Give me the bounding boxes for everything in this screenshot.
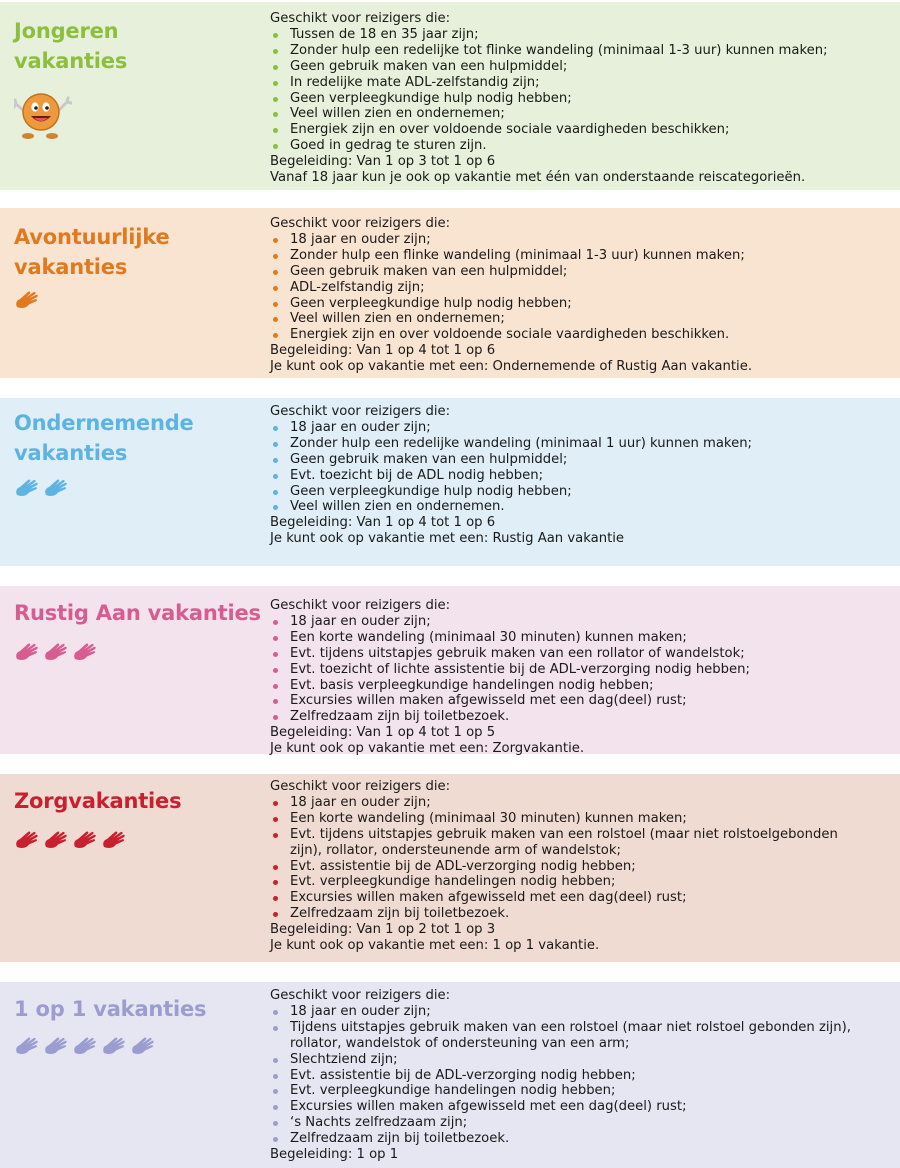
criteria-item: Geen verpleegkundige hulp nodig hebben;	[270, 296, 752, 312]
section-body	[270, 11, 828, 186]
criteria-item: Zonder hulp een flinke wandeling (minimaal 1-3 uur) kunnen maken;	[270, 248, 752, 264]
criteria-item: Evt. assistentie bij de ADL-verzorging nodig hebben;	[270, 859, 838, 875]
criteria-list	[270, 232, 752, 343]
criteria-list	[270, 614, 750, 725]
criteria-item: Evt. assistentie bij de ADL-verzorging nodig hebben;	[270, 1068, 851, 1084]
criteria-item: Energiek zijn en over voldoende sociale vaardigheden beschikken;	[270, 122, 828, 138]
criteria-item: Evt. toezicht of lichte assistentie bij de ADL-verzorging nodig hebben;	[270, 662, 750, 678]
footer-line: Je kunt ook op vakantie met een: Rustig Aan vakantie	[270, 531, 625, 547]
category-section	[0, 774, 900, 962]
category-section	[0, 982, 900, 1168]
section-title-line: vakanties	[14, 49, 128, 73]
footer-line: Begeleiding: Van 1 op 4 tot 1 op 5	[270, 725, 496, 741]
criteria-item: Goed in gedrag te sturen zijn.	[270, 138, 828, 154]
criteria-item: Energiek zijn en over voldoende sociale vaardigheden beschikken.	[270, 327, 752, 343]
section-title-line: vakanties	[14, 255, 128, 279]
intro-text: Geschikt voor reizigers die:	[270, 11, 451, 26]
hand-icon	[72, 828, 98, 850]
criteria-item: Geen verpleegkundige hulp nodig hebben;	[270, 484, 752, 500]
criteria-item: 18 jaar en ouder zijn;	[270, 614, 750, 630]
hand-icon	[14, 640, 40, 662]
criteria-item: Veel willen zien en ondernemen;	[270, 311, 752, 327]
footer-line: Vanaf 18 jaar kun je ook op vakantie met één van onderstaande reiscategorieën.	[270, 170, 806, 186]
smiley-icon	[14, 88, 72, 140]
criteria-item: 18 jaar en ouder zijn;	[270, 232, 752, 248]
hand-icon	[14, 476, 40, 498]
criteria-list	[270, 1004, 851, 1147]
criteria-item: ‘s Nachts zelfredzaam zijn;	[270, 1115, 851, 1131]
criteria-item: In redelijke mate ADL-zelfstandig zijn;	[270, 75, 828, 91]
hand-icon	[14, 1034, 40, 1056]
hand-icon	[101, 1034, 127, 1056]
section-title	[14, 598, 261, 628]
hand-icons	[14, 288, 40, 310]
criteria-item: Evt. verpleegkundige handelingen nodig hebben;	[270, 874, 838, 890]
hand-icon	[72, 1034, 98, 1056]
criteria-item: Zelfredzaam zijn bij toiletbezoek.	[270, 1131, 851, 1147]
intro-text: Geschikt voor reizigers die:	[270, 779, 451, 794]
intro-text: Geschikt voor reizigers die:	[270, 216, 451, 231]
criteria-item: 18 jaar en ouder zijn;	[270, 420, 752, 436]
intro-text: Geschikt voor reizigers die:	[270, 598, 451, 613]
category-section	[0, 586, 900, 757]
criteria-item: 18 jaar en ouder zijn;	[270, 1004, 851, 1020]
criteria-item: Excursies willen maken afgewisseld met een dag(deel) rust;	[270, 1099, 851, 1115]
criteria-item: Evt. tijdens uitstapjes gebruik maken van een rolstoel (maar niet rolstoelgebonden zijn), rollator, ondersteunende arm of wandelstok;	[270, 827, 838, 859]
criteria-list	[270, 795, 838, 922]
criteria-item: Tijdens uitstapjes gebruik maken van een rolstoel (maar niet rolstoel gebonden zijn), rollator, wandelstok of ondersteuning van een arm;	[270, 1020, 851, 1052]
section-title-line: Jongeren	[14, 19, 119, 43]
hand-icon	[43, 476, 69, 498]
criteria-item: Geen verpleegkundige hulp nodig hebben;	[270, 91, 828, 107]
criteria-item: Zonder hulp een redelijke tot flinke wandeling (minimaal 1-3 uur) kunnen maken;	[270, 43, 828, 59]
criteria-item: Een korte wandeling (minimaal 30 minuten) kunnen maken;	[270, 630, 750, 646]
criteria-item: ADL-zelfstandig zijn;	[270, 280, 752, 296]
hand-icon	[43, 828, 69, 850]
footer-line: Begeleiding: Van 1 op 2 tot 1 op 3	[270, 922, 496, 938]
criteria-item: Evt. basis verpleegkundige handelingen nodig hebben;	[270, 678, 750, 694]
hand-icons	[14, 828, 127, 850]
footer-line: Begeleiding: Van 1 op 3 tot 1 op 6	[270, 154, 496, 170]
criteria-item: Veel willen zien en ondernemen.	[270, 499, 752, 515]
section-title-line: Avontuurlijke	[14, 225, 170, 249]
footer-line: Begeleiding: Van 1 op 4 tot 1 op 6	[270, 515, 496, 531]
section-title-line: vakanties	[14, 441, 128, 465]
intro-text: Geschikt voor reizigers die:	[270, 988, 451, 1003]
section-body	[270, 404, 752, 547]
category-section	[0, 2, 900, 190]
criteria-item: Excursies willen maken afgewisseld met een dag(deel) rust;	[270, 693, 750, 709]
section-title	[14, 222, 170, 282]
criteria-item: Veel willen zien en ondernemen;	[270, 106, 828, 122]
criteria-list	[270, 27, 828, 154]
criteria-item: Evt. verpleegkundige handelingen nodig hebben;	[270, 1083, 851, 1099]
category-section	[0, 208, 900, 378]
footer-line: Begeleiding: 1 op 1	[270, 1147, 399, 1163]
intro-text: Geschikt voor reizigers die:	[270, 404, 451, 419]
section-title	[14, 16, 127, 76]
hand-icon	[101, 828, 127, 850]
hand-icon	[72, 640, 98, 662]
hand-icon	[130, 1034, 156, 1056]
criteria-item: Zelfredzaam zijn bij toiletbezoek.	[270, 906, 838, 922]
section-title-line: 1 op 1 vakanties	[14, 997, 207, 1021]
hand-icons	[14, 640, 98, 662]
section-body	[270, 598, 750, 757]
criteria-item: Zelfredzaam zijn bij toiletbezoek.	[270, 709, 750, 725]
criteria-item: Tussen de 18 en 35 jaar zijn;	[270, 27, 828, 43]
hand-icon	[43, 640, 69, 662]
section-body	[270, 779, 838, 954]
criteria-list	[270, 420, 752, 515]
section-title	[14, 786, 181, 816]
criteria-item: Evt. toezicht bij de ADL nodig hebben;	[270, 468, 752, 484]
criteria-item: Een korte wandeling (minimaal 30 minuten) kunnen maken;	[270, 811, 838, 827]
hand-icon	[14, 288, 40, 310]
section-title	[14, 994, 206, 1024]
section-title-line: Ondernemende	[14, 411, 194, 435]
section-title-line: Zorgvakanties	[14, 789, 182, 813]
criteria-item: Geen gebruik maken van een hulpmiddel;	[270, 452, 752, 468]
criteria-item: Slechtziend zijn;	[270, 1052, 851, 1068]
criteria-item: Geen gebruik maken van een hulpmiddel;	[270, 264, 752, 280]
hand-icon	[14, 828, 40, 850]
footer-line: Je kunt ook op vakantie met een: 1 op 1 vakantie.	[270, 938, 600, 954]
hand-icons	[14, 476, 69, 498]
footer-line: Begeleiding: Van 1 op 4 tot 1 op 6	[270, 343, 496, 359]
hand-icons	[14, 1034, 156, 1056]
category-section	[0, 398, 900, 566]
section-title-line: Rustig Aan vakanties	[14, 601, 261, 625]
section-title	[14, 408, 194, 468]
criteria-item: Geen gebruik maken van een hulpmiddel;	[270, 59, 828, 75]
footer-line: Je kunt ook op vakantie met een: Zorgvakantie.	[270, 741, 585, 757]
criteria-item: Zonder hulp een redelijke wandeling (minimaal 1 uur) kunnen maken;	[270, 436, 752, 452]
criteria-item: Evt. tijdens uitstapjes gebruik maken van een rollator of wandelstok;	[270, 646, 750, 662]
section-body	[270, 216, 752, 375]
hand-icon	[43, 1034, 69, 1056]
criteria-item: 18 jaar en ouder zijn;	[270, 795, 838, 811]
section-body	[270, 988, 851, 1163]
footer-line: Je kunt ook op vakantie met een: Ondernemende of Rustig Aan vakantie.	[270, 359, 753, 375]
criteria-item: Excursies willen maken afgewisseld met een dag(deel) rust;	[270, 890, 838, 906]
